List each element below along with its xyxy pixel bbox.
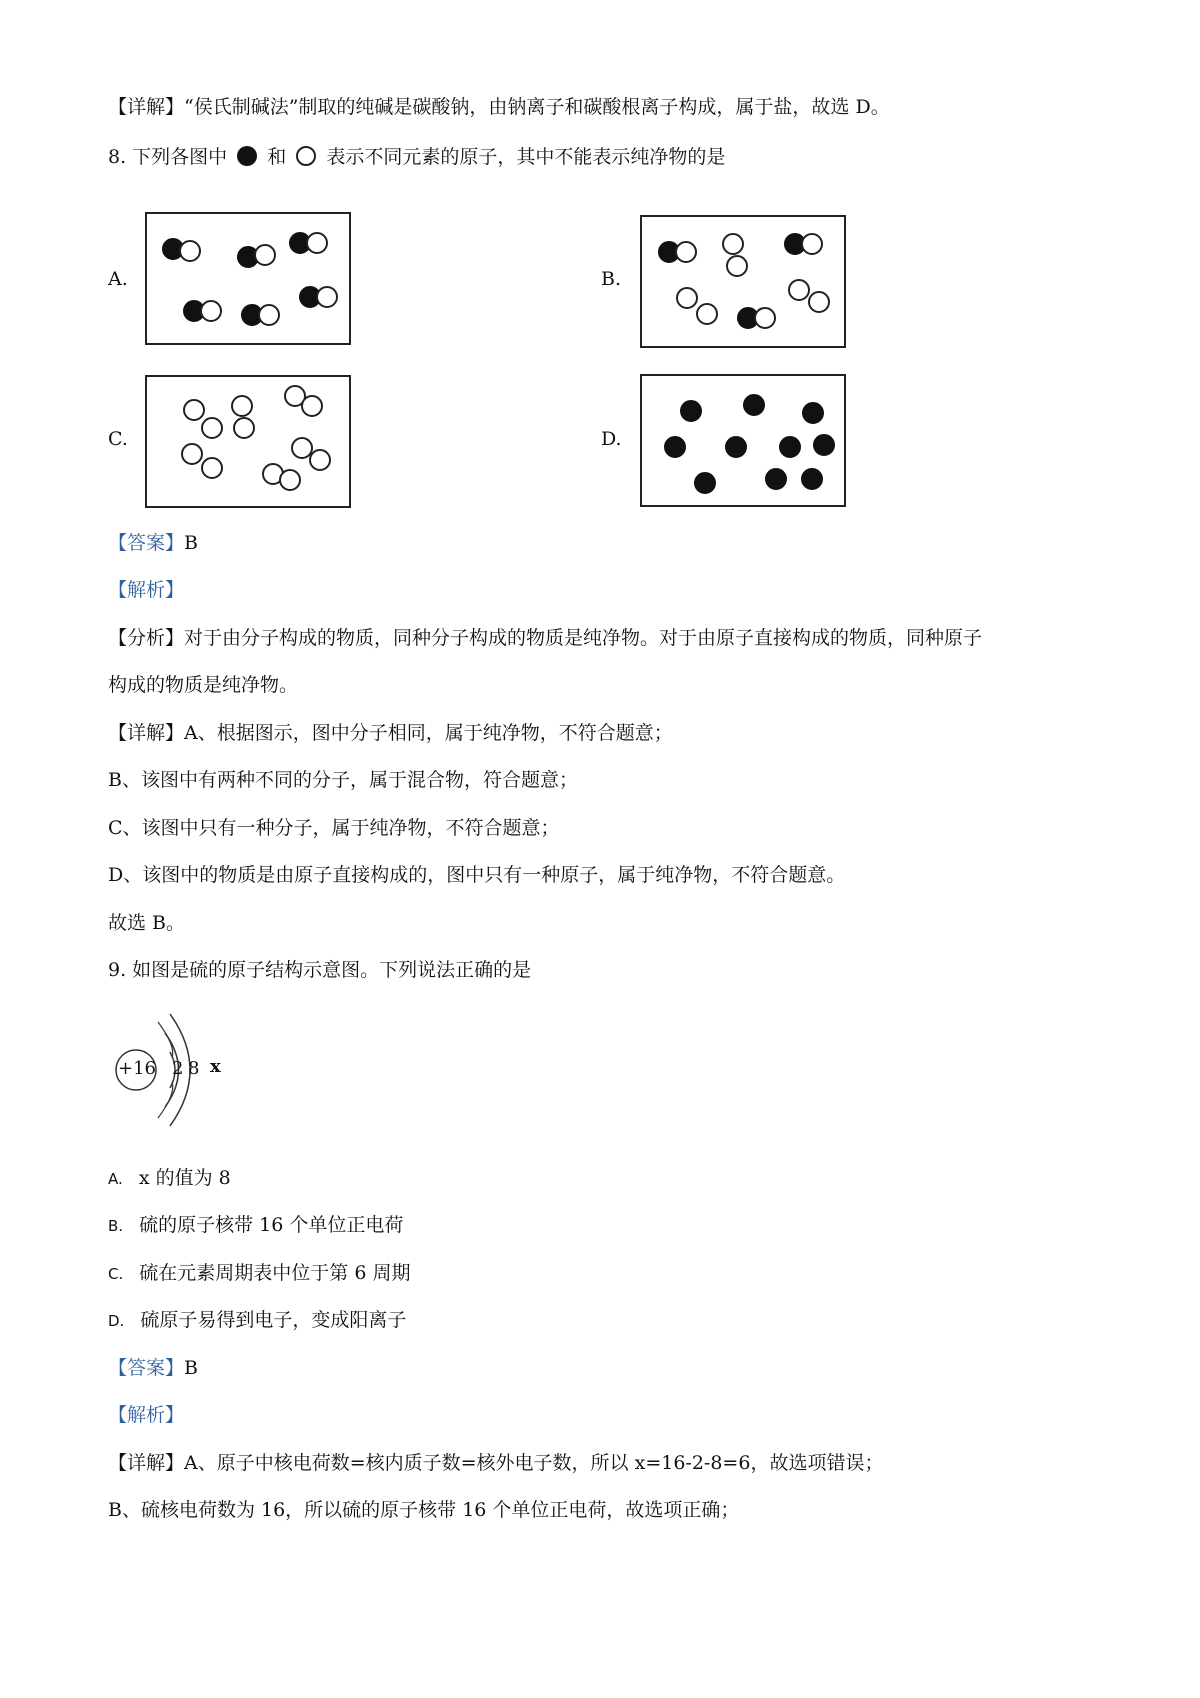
- q8-analysis-tag: 【解析】: [108, 579, 185, 601]
- q8-detail-a: 【详解】A、根据图示，图中分子相同，属于纯净物，不符合题意；: [108, 722, 673, 744]
- answer-value: B: [184, 532, 198, 554]
- hollow-atom-icon: [200, 300, 222, 322]
- q9-answer: [108, 1355, 198, 1381]
- shell3-electrons: x: [210, 1056, 221, 1077]
- answer-value: B: [184, 1357, 198, 1379]
- q9-detail-a: 【详解】A、原子中核电荷数=核内质子数=核外电子数，所以 x=16-2-8=6，故选项错误；: [108, 1452, 884, 1474]
- filled-atom-icon: [802, 402, 824, 424]
- shell2-electrons: 8: [188, 1058, 200, 1079]
- filled-atom-icon: [801, 468, 823, 490]
- q9-option-c-label: C.: [108, 1265, 124, 1283]
- q9-option-a-label: A.: [108, 1170, 123, 1188]
- hollow-atom-icon: [306, 232, 328, 254]
- filled-atom-icon: [765, 468, 787, 490]
- hollow-atom-icon: [179, 240, 201, 262]
- hollow-atom-icon: [258, 304, 280, 326]
- hollow-atom-icon: [801, 233, 823, 255]
- answer-tag: 【答案】: [108, 532, 185, 554]
- q8-detail-d: D、该图中的物质是由原子直接构成的，图中只有一种原子，属于纯净物，不符合题意。: [108, 864, 846, 886]
- q8-option-d-diagram: [640, 374, 846, 507]
- q8-option-b-diagram: [640, 215, 846, 348]
- hollow-atom-icon: [754, 307, 776, 329]
- nucleus-charge: +16: [118, 1058, 156, 1079]
- q9-option-a: [108, 1165, 231, 1192]
- hollow-atom-icon: [181, 443, 203, 465]
- answer-tag: 【答案】: [108, 1357, 185, 1379]
- filled-atom-icon: [813, 434, 835, 456]
- q8-stem-after: 表示不同元素的原子，其中不能表示纯净物的是: [326, 146, 726, 168]
- hollow-atom-icon: [675, 241, 697, 263]
- shell1-electrons: 2: [172, 1058, 184, 1079]
- filled-atom-icon: [664, 436, 686, 458]
- hollow-atom-icon: [696, 303, 718, 325]
- hollow-atom-icon: [808, 291, 830, 313]
- q8-conclusion: 故选 B。: [108, 912, 186, 934]
- hollow-atom-icon: [726, 255, 748, 277]
- q8-answer: [108, 530, 198, 556]
- q9-option-b-text: 硫的原子核带 16 个单位正电荷: [139, 1214, 404, 1236]
- q8-analysis-line2: 构成的物质是纯净物。: [108, 674, 299, 696]
- q9-option-b-label: B.: [108, 1217, 124, 1235]
- q7-detail: 【详解】“侯氏制碱法”制取的纯碱是碳酸钠，由钠离子和碳酸根离子构成，属于盐，故选 D。: [108, 96, 890, 118]
- hollow-atom-icon: [676, 287, 698, 309]
- q9-analysis-tag: 【解析】: [108, 1404, 185, 1426]
- hollow-atom-icon: [316, 286, 338, 308]
- hollow-atom-icon: [183, 399, 205, 421]
- hollow-atom-icon: [231, 395, 253, 417]
- q8-analysis-line1: 【分析】对于由分子构成的物质，同种分子构成的物质是纯净物。对于由原子直接构成的物质，同种原子: [108, 627, 983, 649]
- q8-detail-b: B、该图中有两种不同的分子，属于混合物，符合题意；: [108, 769, 578, 791]
- hollow-atom-icon: [201, 457, 223, 479]
- q9-option-c: [108, 1260, 410, 1287]
- q9-option-c-text: 硫在元素周期表中位于第 6 周期: [139, 1262, 411, 1284]
- filled-atom-icon: [237, 146, 257, 166]
- hollow-atom-icon: [296, 146, 316, 166]
- q9-option-a-text: x 的值为 8: [138, 1167, 231, 1189]
- q9-option-b: [108, 1212, 403, 1239]
- q9-option-d-label: D.: [108, 1312, 125, 1330]
- q8-stem-mid: 和: [267, 146, 287, 168]
- q8-stem-before: 8. 下列各图中: [108, 146, 228, 168]
- sulfur-atom-structure-diagram: [110, 1000, 250, 1140]
- hollow-atom-icon: [309, 449, 331, 471]
- q8-option-c-diagram: [145, 375, 351, 508]
- filled-atom-icon: [779, 436, 801, 458]
- hollow-atom-icon: [279, 469, 301, 491]
- q8-detail-c: C、该图中只有一种分子，属于纯净物，不符合题意；: [108, 817, 560, 839]
- filled-atom-icon: [743, 394, 765, 416]
- q9-detail-b: B、硫核电荷数为 16，所以硫的原子核带 16 个单位正电荷，故选项正确；: [108, 1499, 740, 1521]
- q8-stem: [108, 144, 725, 170]
- q8-option-a-diagram: [145, 212, 351, 345]
- hollow-atom-icon: [254, 244, 276, 266]
- q8-option-a-label: A.: [108, 268, 128, 290]
- q9-stem: 9. 如图是硫的原子结构示意图。下列说法正确的是: [108, 959, 532, 981]
- q8-option-b-label: B.: [601, 268, 622, 290]
- q8-option-c-label: C.: [108, 428, 128, 450]
- filled-atom-icon: [694, 472, 716, 494]
- hollow-atom-icon: [301, 395, 323, 417]
- filled-atom-icon: [725, 436, 747, 458]
- hollow-atom-icon: [722, 233, 744, 255]
- q8-option-d-label: D.: [601, 428, 622, 450]
- q9-option-d-text: 硫原子易得到电子，变成阳离子: [140, 1309, 407, 1331]
- q9-option-d: [108, 1307, 406, 1334]
- hollow-atom-icon: [788, 279, 810, 301]
- filled-atom-icon: [680, 400, 702, 422]
- hollow-atom-icon: [233, 417, 255, 439]
- hollow-atom-icon: [201, 417, 223, 439]
